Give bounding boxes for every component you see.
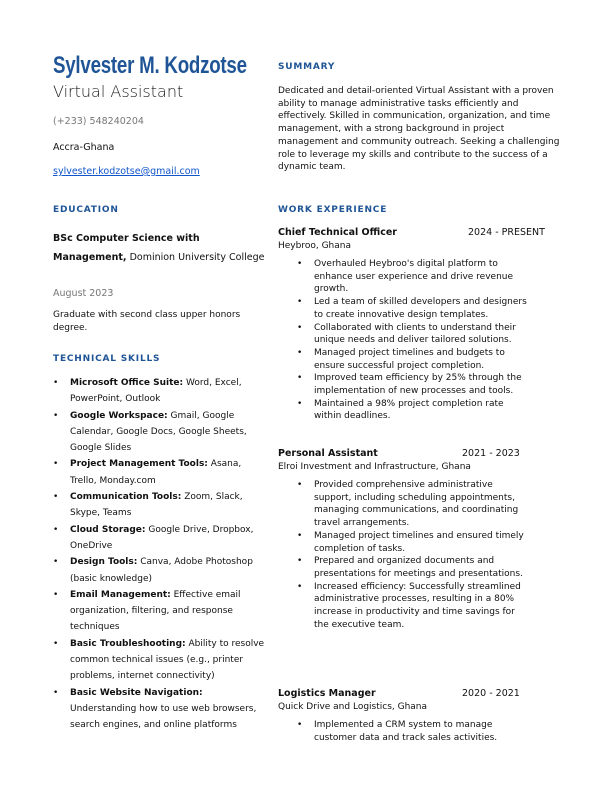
job-bullet: • Provided comprehensive administrative support, including scheduling appointments, managing communications, and coordinating travel arrangements. <box>278 479 530 530</box>
skill-item <box>53 375 269 408</box>
education-heading: EDUCATION <box>53 205 119 215</box>
skills-heading: TECHNICAL SKILLS <box>53 354 161 364</box>
job-bullet: • Led a team of skilled developers and designers to create innovative design templates. <box>278 296 530 321</box>
job-entry <box>278 448 570 631</box>
phone: (+233) 548240204 <box>53 116 144 127</box>
skill-text: Effective email organization, filtering, and response techniques <box>70 589 241 633</box>
skill-item <box>53 522 269 555</box>
summary-heading: SUMMARY <box>278 62 336 72</box>
skill-text: Asana, Trello, Monday.com <box>70 459 242 486</box>
skill-label: Microsoft Office Suite: <box>70 378 184 388</box>
job-role: Chief Technical Officer <box>278 227 397 238</box>
skill-text: Understanding how to use web browsers, search engines, and online platforms <box>70 703 257 731</box>
skill-text: Gmail, Google Calendar, Google Docs, Google Sheets, Google Slides <box>70 410 247 454</box>
skill-label: Email Management: <box>70 589 171 600</box>
job-bullet: • Increased efficiency: Successfully streamlined administrative processes, resulting in a 80% increase in productivity and time savings for the executive team. <box>278 581 530 632</box>
candidate-name: Sylvester M. Kodzotse <box>53 52 247 79</box>
job-dates: 2021 - 2023 <box>462 448 520 459</box>
skill-label: Design Tools: <box>70 557 138 568</box>
job-dates: 2020 - 2021 <box>462 688 520 699</box>
skill-item <box>53 408 269 457</box>
skill-label: Cloud Storage: <box>70 524 146 535</box>
job-entry <box>278 688 570 744</box>
job-company: Elroi Investment and Infrastructure, Ghana <box>278 462 471 472</box>
skill-text: Word, Excel, PowerPoint, Outlook <box>70 378 242 405</box>
school: Dominion University College <box>126 251 265 263</box>
skill-label: Basic Website Navigation: <box>70 687 203 698</box>
skill-label: Basic Troubleshooting: <box>70 638 186 649</box>
job-bullet: • Improved team efficiency by 25% through the implementation of new processes and tools. <box>278 372 530 397</box>
skill-item <box>53 636 269 685</box>
job-role: Personal Assistant <box>278 448 378 459</box>
job-entry <box>278 227 570 423</box>
skill-item <box>53 456 269 489</box>
job-role: Logistics Manager <box>278 688 376 699</box>
skill-text: Zoom, Slack, Skype, Teams <box>70 492 243 519</box>
skill-item <box>53 587 269 636</box>
skill-text: Ability to resolve common technical issues (e.g., printer problems, internet connectivity) <box>70 638 265 682</box>
job-bullet: • Maintained a 98% project completion rate within deadlines. <box>278 398 530 423</box>
skills-list <box>53 375 269 734</box>
skill-text: Google Drive, Dropbox, OneDrive <box>70 524 254 551</box>
job-dates: 2024 - PRESENT <box>468 227 545 238</box>
job-bullet: • Implemented a CRM system to manage customer data and track sales activities. <box>278 719 530 744</box>
job-bullet: • Overhauled Heybroo's digital platform to enhance user experience and drive revenue growth. <box>278 258 530 296</box>
skill-item <box>53 489 269 522</box>
education-note: Graduate with second class upper honors degree. <box>53 310 241 333</box>
education-entry <box>53 230 271 267</box>
skill-label: Communication Tools: <box>70 492 182 503</box>
location: Accra-Ghana <box>53 142 115 153</box>
job-bullet: • Prepared and organized documents and presentations for meetings and presentations. <box>278 555 530 580</box>
skill-text: Canva, Adobe Photoshop (basic knowledge) <box>70 557 253 584</box>
summary-text: Dedicated and detail-oriented Virtual Assistant with a proven ability to manage administrative tasks efficiently and effectively. Skilled in communication, organization, and time management, with a strong background in project management and community outreach. Seeking a challenging role to leverage my skills and contribute to the success of a dynamic team. <box>278 86 560 173</box>
skill-label: Project Management Tools: <box>70 459 208 470</box>
email-link[interactable]: sylvester.kodzotse@gmail.com <box>53 166 200 177</box>
job-company: Quick Drive and Logistics, Ghana <box>278 702 428 712</box>
skill-item <box>53 685 269 734</box>
job-title: Virtual Assistant <box>53 82 184 101</box>
job-company: Heybroo, Ghana <box>278 241 351 251</box>
degree: BSc Computer Science with Management, <box>53 233 200 263</box>
skill-label: Google Workspace: <box>70 410 168 421</box>
skill-item <box>53 554 269 587</box>
work-heading: WORK EXPERIENCE <box>278 205 388 215</box>
job-bullet: • Collaborated with clients to understand their unique needs and deliver tailored solutions. <box>278 322 530 347</box>
job-bullet: • Managed project timelines and budgets to ensure successful project completion. <box>278 347 530 372</box>
job-bullet: • Managed project timelines and ensured timely completion of tasks. <box>278 530 530 555</box>
education-date: August 2023 <box>53 288 114 299</box>
